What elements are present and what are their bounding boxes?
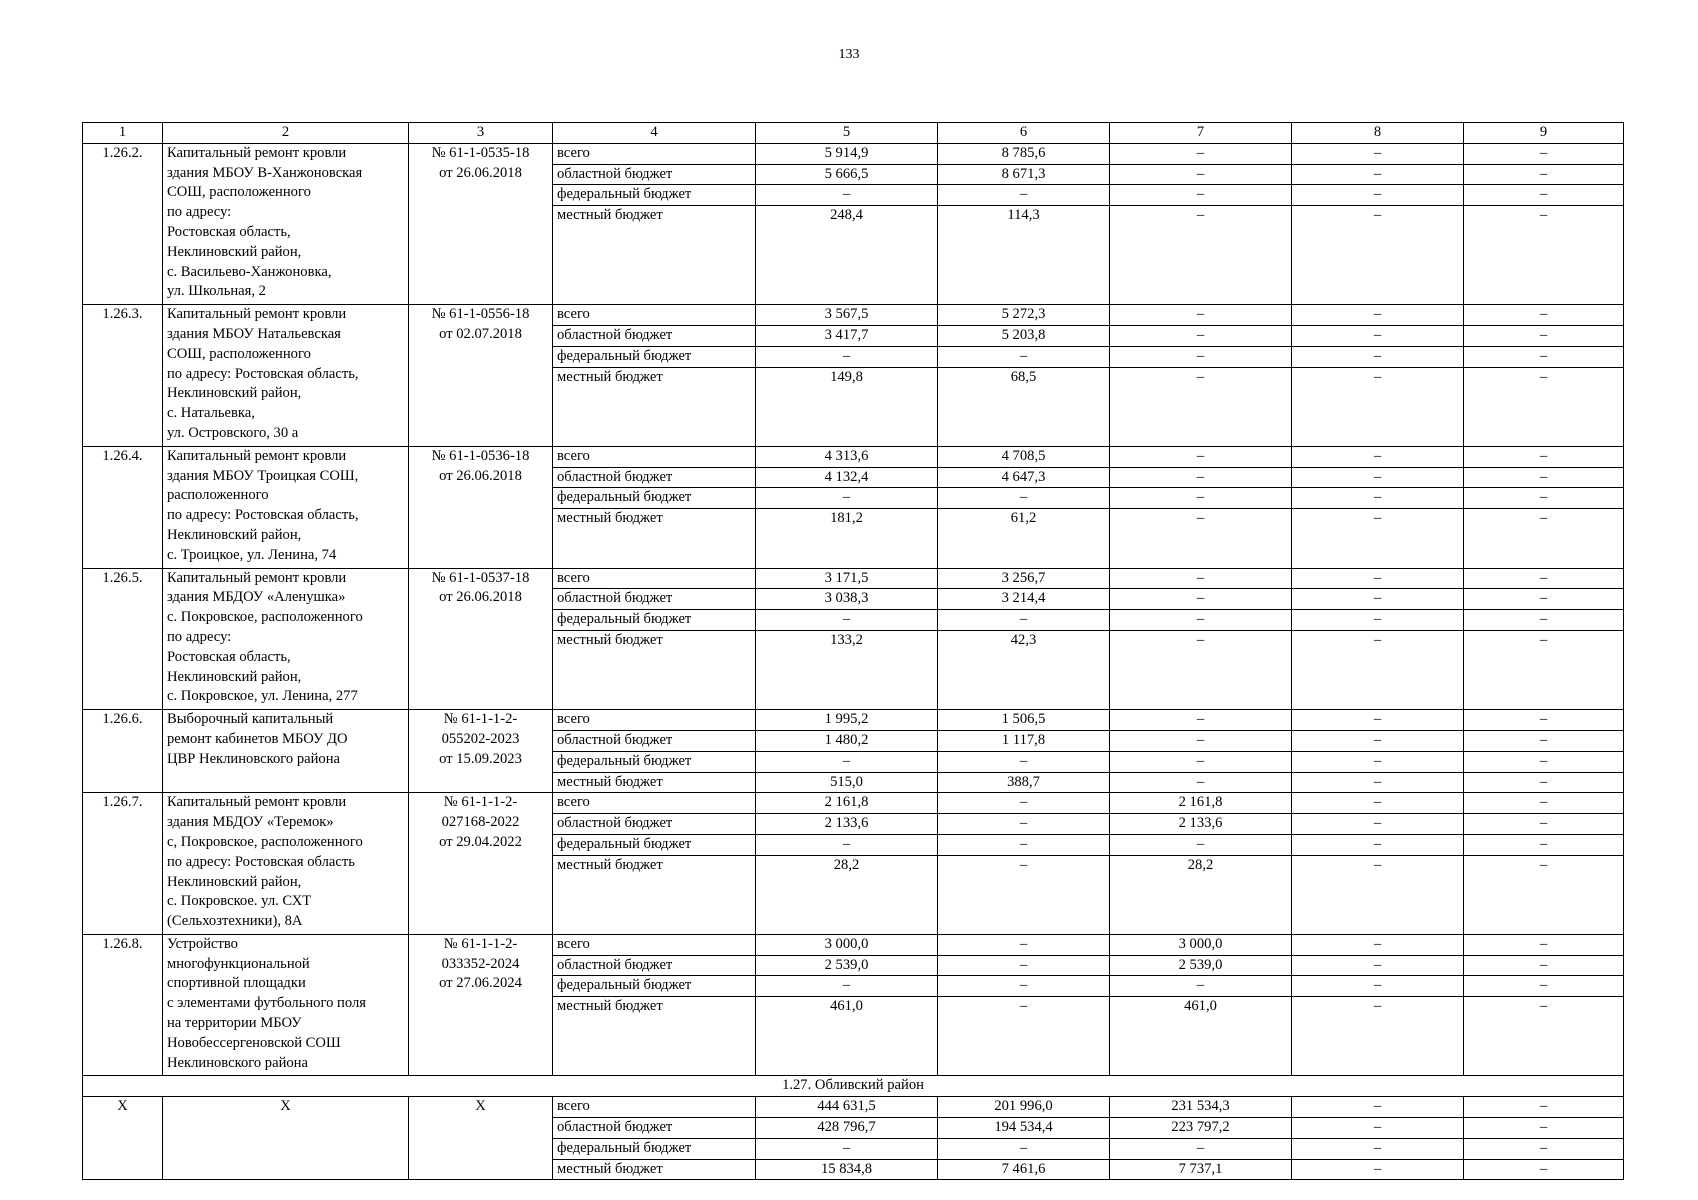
value-col-6: – bbox=[938, 1138, 1110, 1159]
funding-source-label: областной бюджет bbox=[553, 730, 756, 751]
column-header-5: 5 bbox=[756, 123, 938, 144]
funding-source-label: федеральный бюджет bbox=[553, 834, 756, 855]
value-col-8: – bbox=[1292, 346, 1464, 367]
item-name: Капитальный ремонт кровли здания МБДОУ «Аленушка» с. Покровское, расположенного по адресу: Ростовская область, Неклиновский район, с. Покровское, ул. Ленина, 277 bbox=[163, 568, 409, 710]
funding-source-label: областной бюджет bbox=[553, 814, 756, 835]
value-col-5: 149,8 bbox=[756, 367, 938, 446]
value-col-8: – bbox=[1292, 793, 1464, 814]
value-col-9: – bbox=[1464, 589, 1624, 610]
value-col-8: – bbox=[1292, 1138, 1464, 1159]
value-col-8: – bbox=[1292, 367, 1464, 446]
value-col-7: – bbox=[1110, 589, 1292, 610]
funding-source-label: всего bbox=[553, 446, 756, 467]
value-col-7: – bbox=[1110, 834, 1292, 855]
item-number: Х bbox=[83, 1097, 163, 1180]
value-col-9: – bbox=[1464, 305, 1624, 326]
funding-source-label: местный бюджет bbox=[553, 367, 756, 446]
value-col-6: 8 671,3 bbox=[938, 164, 1110, 185]
value-col-6: – bbox=[938, 976, 1110, 997]
funding-source-label: всего bbox=[553, 793, 756, 814]
value-col-8: – bbox=[1292, 610, 1464, 631]
item-number: 1.26.7. bbox=[83, 793, 163, 935]
value-col-5: 248,4 bbox=[756, 206, 938, 305]
value-col-8: – bbox=[1292, 305, 1464, 326]
item-document: № 61-1-0537-18 от 26.06.2018 bbox=[409, 568, 553, 710]
value-col-7: – bbox=[1110, 751, 1292, 772]
value-col-8: – bbox=[1292, 710, 1464, 731]
item-number: 1.26.4. bbox=[83, 446, 163, 568]
funding-source-label: федеральный бюджет bbox=[553, 346, 756, 367]
value-col-5: – bbox=[756, 976, 938, 997]
value-col-5: 4 313,6 bbox=[756, 446, 938, 467]
value-col-9: – bbox=[1464, 206, 1624, 305]
value-col-8: – bbox=[1292, 325, 1464, 346]
value-col-9: – bbox=[1464, 488, 1624, 509]
item-number: 1.26.5. bbox=[83, 568, 163, 710]
value-col-8: – bbox=[1292, 814, 1464, 835]
value-col-6: 114,3 bbox=[938, 206, 1110, 305]
value-col-5: – bbox=[756, 488, 938, 509]
value-col-8: – bbox=[1292, 834, 1464, 855]
value-col-9: – bbox=[1464, 367, 1624, 446]
value-col-7: – bbox=[1110, 488, 1292, 509]
value-col-9: – bbox=[1464, 1138, 1624, 1159]
value-col-5: 1 480,2 bbox=[756, 730, 938, 751]
funding-source-label: местный бюджет bbox=[553, 509, 756, 568]
value-col-8: – bbox=[1292, 185, 1464, 206]
value-col-7: – bbox=[1110, 568, 1292, 589]
funding-source-label: всего bbox=[553, 143, 756, 164]
value-col-8: – bbox=[1292, 730, 1464, 751]
value-col-9: – bbox=[1464, 143, 1624, 164]
value-col-7: – bbox=[1110, 143, 1292, 164]
value-col-9: – bbox=[1464, 467, 1624, 488]
page-number: 133 bbox=[838, 47, 860, 62]
value-col-9: – bbox=[1464, 325, 1624, 346]
value-col-9: – bbox=[1464, 1159, 1624, 1180]
item-document: № 61-1-1-2- 027168-2022 от 29.04.2022 bbox=[409, 793, 553, 935]
value-col-7: – bbox=[1110, 467, 1292, 488]
funding-source-label: всего bbox=[553, 710, 756, 731]
value-col-9: – bbox=[1464, 1097, 1624, 1118]
value-col-5: 461,0 bbox=[756, 997, 938, 1076]
value-col-7: 28,2 bbox=[1110, 855, 1292, 934]
value-col-8: – bbox=[1292, 855, 1464, 934]
funding-source-label: областной бюджет bbox=[553, 467, 756, 488]
value-col-8: – bbox=[1292, 143, 1464, 164]
value-col-8: – bbox=[1292, 164, 1464, 185]
value-col-9: – bbox=[1464, 610, 1624, 631]
table-row bbox=[83, 1097, 1624, 1118]
value-col-8: – bbox=[1292, 751, 1464, 772]
funding-source-label: федеральный бюджет bbox=[553, 1138, 756, 1159]
value-col-7: – bbox=[1110, 346, 1292, 367]
value-col-9: – bbox=[1464, 446, 1624, 467]
value-col-7: – bbox=[1110, 164, 1292, 185]
value-col-9: – bbox=[1464, 568, 1624, 589]
value-col-8: – bbox=[1292, 976, 1464, 997]
column-header-9: 9 bbox=[1464, 123, 1624, 144]
item-document: № 61-1-1-2- 033352-2024 от 27.06.2024 bbox=[409, 934, 553, 1076]
value-col-6: 1 506,5 bbox=[938, 710, 1110, 731]
value-col-9: – bbox=[1464, 976, 1624, 997]
column-header-row bbox=[83, 123, 1624, 144]
value-col-8: – bbox=[1292, 630, 1464, 709]
funding-source-label: всего bbox=[553, 1097, 756, 1118]
table-row bbox=[83, 710, 1624, 731]
value-col-8: – bbox=[1292, 997, 1464, 1076]
item-number: 1.26.8. bbox=[83, 934, 163, 1076]
item-document: № 61-1-1-2- 055202-2023 от 15.09.2023 bbox=[409, 710, 553, 793]
value-col-8: – bbox=[1292, 934, 1464, 955]
value-col-6: – bbox=[938, 610, 1110, 631]
value-col-8: – bbox=[1292, 1118, 1464, 1139]
item-name: Выборочный капитальный ремонт кабинетов МБОУ ДО ЦВР Неклиновского района bbox=[163, 710, 409, 793]
value-col-5: 4 132,4 bbox=[756, 467, 938, 488]
funding-source-label: федеральный бюджет bbox=[553, 976, 756, 997]
value-col-5: 28,2 bbox=[756, 855, 938, 934]
value-col-6: 3 256,7 bbox=[938, 568, 1110, 589]
value-col-5: – bbox=[756, 1138, 938, 1159]
value-col-6: 8 785,6 bbox=[938, 143, 1110, 164]
value-col-7: 2 133,6 bbox=[1110, 814, 1292, 835]
table-row bbox=[83, 793, 1624, 814]
column-header-8: 8 bbox=[1292, 123, 1464, 144]
value-col-7: – bbox=[1110, 446, 1292, 467]
value-col-5: 3 038,3 bbox=[756, 589, 938, 610]
value-col-9: – bbox=[1464, 934, 1624, 955]
value-col-9: – bbox=[1464, 630, 1624, 709]
value-col-6: 388,7 bbox=[938, 772, 1110, 793]
value-col-9: – bbox=[1464, 834, 1624, 855]
value-col-5: – bbox=[756, 834, 938, 855]
value-col-9: – bbox=[1464, 751, 1624, 772]
table-row bbox=[83, 305, 1624, 326]
item-number: 1.26.2. bbox=[83, 143, 163, 304]
value-col-7: 231 534,3 bbox=[1110, 1097, 1292, 1118]
value-col-8: – bbox=[1292, 568, 1464, 589]
value-col-5: – bbox=[756, 185, 938, 206]
funding-source-label: всего bbox=[553, 934, 756, 955]
value-col-5: 2 133,6 bbox=[756, 814, 938, 835]
value-col-7: – bbox=[1110, 772, 1292, 793]
value-col-6: – bbox=[938, 934, 1110, 955]
column-header-1: 1 bbox=[83, 123, 163, 144]
table-row bbox=[83, 143, 1624, 164]
item-name: Капитальный ремонт кровли здания МБОУ В-Ханжоновская СОШ, расположенного по адресу: Ростовская область, Неклиновский район, с. Васильево-Ханжоновка, ул. Школьная, 2 bbox=[163, 143, 409, 304]
value-col-5: 5 914,9 bbox=[756, 143, 938, 164]
value-col-6: 201 996,0 bbox=[938, 1097, 1110, 1118]
value-col-5: 3 171,5 bbox=[756, 568, 938, 589]
value-col-7: – bbox=[1110, 325, 1292, 346]
value-col-6: – bbox=[938, 855, 1110, 934]
value-col-5: 2 161,8 bbox=[756, 793, 938, 814]
value-col-6: 61,2 bbox=[938, 509, 1110, 568]
funding-source-label: местный бюджет bbox=[553, 997, 756, 1076]
funding-source-label: областной бюджет bbox=[553, 325, 756, 346]
item-name: Капитальный ремонт кровли здания МБДОУ «Теремок» с, Покровское, расположенного по адресу: Ростовская область Неклиновский район, с. Покровское. ул. СХТ (Сельхозтехники), 8А bbox=[163, 793, 409, 935]
value-col-5: 3 000,0 bbox=[756, 934, 938, 955]
value-col-6: 3 214,4 bbox=[938, 589, 1110, 610]
value-col-6: 42,3 bbox=[938, 630, 1110, 709]
column-header-3: 3 bbox=[409, 123, 553, 144]
item-name: Капитальный ремонт кровли здания МБОУ Троицкая СОШ, расположенного по адресу: Ростовская область, Неклиновский район, с. Троицкое, ул. Ленина, 74 bbox=[163, 446, 409, 568]
table-row bbox=[83, 568, 1624, 589]
value-col-7: – bbox=[1110, 509, 1292, 568]
funding-source-label: местный бюджет bbox=[553, 630, 756, 709]
value-col-6: 1 117,8 bbox=[938, 730, 1110, 751]
value-col-7: 7 737,1 bbox=[1110, 1159, 1292, 1180]
value-col-5: – bbox=[756, 751, 938, 772]
value-col-5: 3 567,5 bbox=[756, 305, 938, 326]
value-col-7: 2 539,0 bbox=[1110, 955, 1292, 976]
value-col-9: – bbox=[1464, 710, 1624, 731]
item-name: Устройство многофункциональной спортивной площадки с элементами футбольного поля на территории МБОУ Новобессергеновской СОШ Неклиновского района bbox=[163, 934, 409, 1076]
value-col-9: – bbox=[1464, 346, 1624, 367]
funding-source-label: всего bbox=[553, 568, 756, 589]
value-col-6: – bbox=[938, 955, 1110, 976]
value-col-9: – bbox=[1464, 509, 1624, 568]
value-col-7: – bbox=[1110, 710, 1292, 731]
value-col-5: 133,2 bbox=[756, 630, 938, 709]
value-col-8: – bbox=[1292, 1097, 1464, 1118]
table-row bbox=[83, 934, 1624, 955]
value-col-6: – bbox=[938, 834, 1110, 855]
column-header-6: 6 bbox=[938, 123, 1110, 144]
value-col-5: – bbox=[756, 610, 938, 631]
budget-table bbox=[82, 122, 1624, 1180]
value-col-8: – bbox=[1292, 1159, 1464, 1180]
value-col-7: 461,0 bbox=[1110, 997, 1292, 1076]
value-col-9: – bbox=[1464, 793, 1624, 814]
value-col-8: – bbox=[1292, 509, 1464, 568]
value-col-9: – bbox=[1464, 772, 1624, 793]
funding-source-label: всего bbox=[553, 305, 756, 326]
value-col-7: – bbox=[1110, 185, 1292, 206]
table-row bbox=[83, 446, 1624, 467]
funding-source-label: местный бюджет bbox=[553, 855, 756, 934]
funding-source-label: федеральный бюджет bbox=[553, 185, 756, 206]
item-document: Х bbox=[409, 1097, 553, 1180]
value-col-6: – bbox=[938, 346, 1110, 367]
value-col-9: – bbox=[1464, 164, 1624, 185]
item-document: № 61-1-0536-18 от 26.06.2018 bbox=[409, 446, 553, 568]
value-col-7: – bbox=[1110, 730, 1292, 751]
item-name: Капитальный ремонт кровли здания МБОУ Натальевская СОШ, расположенного по адресу: Ростовская область, Неклиновский район, с. Натальевка, ул. Островского, 30 а bbox=[163, 305, 409, 447]
value-col-7: – bbox=[1110, 610, 1292, 631]
value-col-5: 1 995,2 bbox=[756, 710, 938, 731]
value-col-9: – bbox=[1464, 730, 1624, 751]
value-col-6: 194 534,4 bbox=[938, 1118, 1110, 1139]
value-col-7: – bbox=[1110, 305, 1292, 326]
table-body bbox=[83, 123, 1624, 1180]
section-title-row bbox=[83, 1076, 1624, 1097]
value-col-5: 515,0 bbox=[756, 772, 938, 793]
value-col-8: – bbox=[1292, 589, 1464, 610]
value-col-6: – bbox=[938, 997, 1110, 1076]
funding-source-label: местный бюджет bbox=[553, 206, 756, 305]
value-col-8: – bbox=[1292, 467, 1464, 488]
value-col-7: – bbox=[1110, 367, 1292, 446]
value-col-8: – bbox=[1292, 446, 1464, 467]
item-document: № 61-1-0535-18 от 26.06.2018 bbox=[409, 143, 553, 304]
value-col-7: – bbox=[1110, 976, 1292, 997]
value-col-6: – bbox=[938, 793, 1110, 814]
value-col-6: – bbox=[938, 185, 1110, 206]
value-col-7: – bbox=[1110, 630, 1292, 709]
funding-source-label: федеральный бюджет bbox=[553, 751, 756, 772]
funding-source-label: федеральный бюджет bbox=[553, 610, 756, 631]
value-col-5: 2 539,0 bbox=[756, 955, 938, 976]
value-col-9: – bbox=[1464, 855, 1624, 934]
item-number: 1.26.6. bbox=[83, 710, 163, 793]
value-col-6: – bbox=[938, 814, 1110, 835]
value-col-5: 3 417,7 bbox=[756, 325, 938, 346]
value-col-6: 5 203,8 bbox=[938, 325, 1110, 346]
value-col-7: 223 797,2 bbox=[1110, 1118, 1292, 1139]
value-col-8: – bbox=[1292, 206, 1464, 305]
value-col-5: 428 796,7 bbox=[756, 1118, 938, 1139]
value-col-6: 4 708,5 bbox=[938, 446, 1110, 467]
value-col-6: – bbox=[938, 751, 1110, 772]
column-header-7: 7 bbox=[1110, 123, 1292, 144]
column-header-4: 4 bbox=[553, 123, 756, 144]
value-col-7: 3 000,0 bbox=[1110, 934, 1292, 955]
funding-source-label: областной бюджет bbox=[553, 164, 756, 185]
funding-source-label: областной бюджет bbox=[553, 1118, 756, 1139]
value-col-8: – bbox=[1292, 772, 1464, 793]
value-col-7: – bbox=[1110, 206, 1292, 305]
value-col-6: 68,5 bbox=[938, 367, 1110, 446]
column-header-2: 2 bbox=[163, 123, 409, 144]
value-col-8: – bbox=[1292, 488, 1464, 509]
value-col-5: – bbox=[756, 346, 938, 367]
value-col-9: – bbox=[1464, 1118, 1624, 1139]
value-col-9: – bbox=[1464, 814, 1624, 835]
item-number: 1.26.3. bbox=[83, 305, 163, 447]
value-col-6: – bbox=[938, 488, 1110, 509]
section-title: 1.27. Обливский район bbox=[83, 1076, 1624, 1097]
item-document: № 61-1-0556-18 от 02.07.2018 bbox=[409, 305, 553, 447]
value-col-8: – bbox=[1292, 955, 1464, 976]
value-col-5: 15 834,8 bbox=[756, 1159, 938, 1180]
value-col-7: – bbox=[1110, 1138, 1292, 1159]
funding-source-label: местный бюджет bbox=[553, 1159, 756, 1180]
funding-source-label: федеральный бюджет bbox=[553, 488, 756, 509]
value-col-9: – bbox=[1464, 955, 1624, 976]
funding-source-label: местный бюджет bbox=[553, 772, 756, 793]
value-col-5: 444 631,5 bbox=[756, 1097, 938, 1118]
value-col-9: – bbox=[1464, 997, 1624, 1076]
value-col-9: – bbox=[1464, 185, 1624, 206]
item-name: Х bbox=[163, 1097, 409, 1180]
value-col-5: 181,2 bbox=[756, 509, 938, 568]
value-col-5: 5 666,5 bbox=[756, 164, 938, 185]
value-col-7: 2 161,8 bbox=[1110, 793, 1292, 814]
value-col-6: 7 461,6 bbox=[938, 1159, 1110, 1180]
value-col-6: 4 647,3 bbox=[938, 467, 1110, 488]
funding-source-label: областной бюджет bbox=[553, 955, 756, 976]
funding-source-label: областной бюджет bbox=[553, 589, 756, 610]
value-col-6: 5 272,3 bbox=[938, 305, 1110, 326]
